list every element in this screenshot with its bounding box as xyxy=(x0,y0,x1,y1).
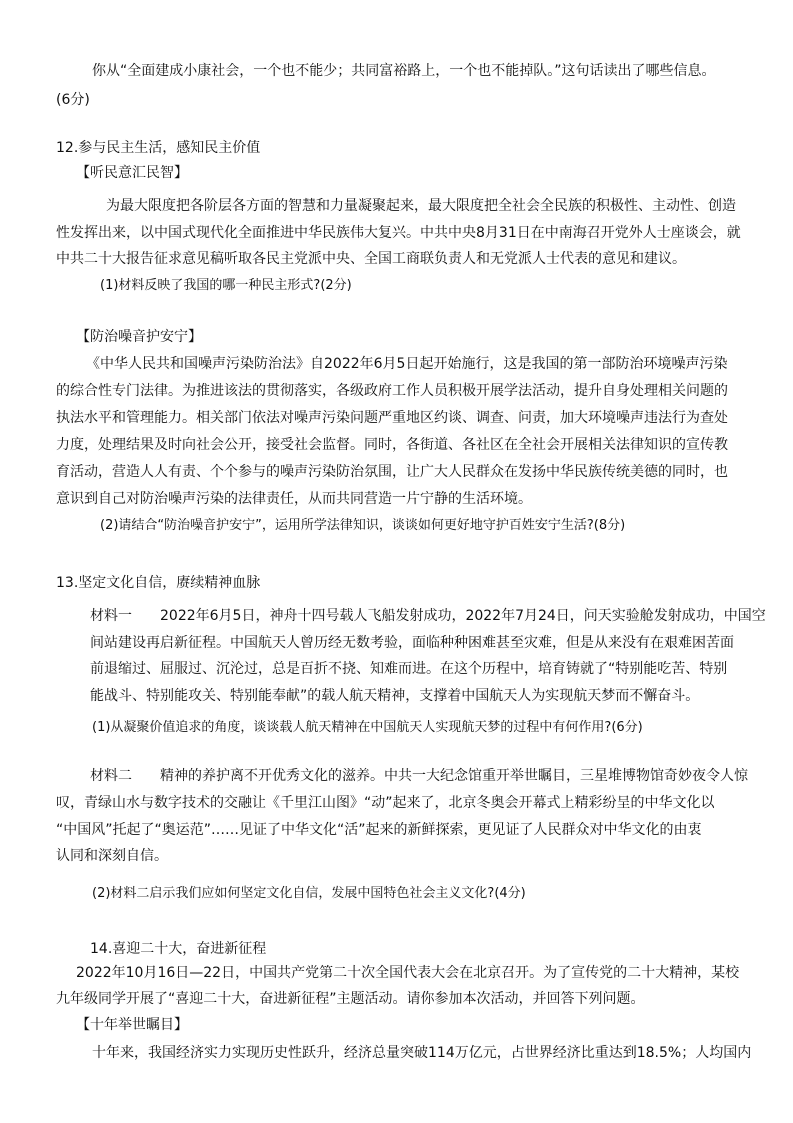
section-heading-decade: 【十年举世瞩目】 xyxy=(76,1017,188,1033)
paragraph-line: 性发挥出来，以中国式现代化全面推进中华民族伟大复兴。中共中央8月31日在中南海召开党外人士座谈会，就 xyxy=(56,225,741,241)
material-1-line: 前退缩过、屈服过、沉沦过，总是百折不挠、知难而进。在这个历程中，培育铸就了“特别能吃苦、特别 xyxy=(90,661,728,677)
question-11-score: (6分) xyxy=(56,92,90,108)
paragraph-line: 意识到自己对防治噪声污染的法律责任，从而共同营造一片宁静的生活环境。 xyxy=(56,491,532,507)
paragraph-line: 十年来，我国经济实力实现历史性跃升，经济总量突破114万亿元，占世界经济比重达到18.5%；人均国内 xyxy=(92,1045,752,1061)
question-14-heading: 14.喜迎二十大，奋进新征程 xyxy=(90,941,267,957)
paragraph-line: 执法水平和管理能力。相关部门依法对噪声污染问题严重地区约谈、调查、问责，加大环境噪声违法行为查处 xyxy=(56,410,728,426)
question-11-text: 你从“全面建成小康社会，一个也不能少；共同富裕路上，一个也不能掉队。”这句话读出了哪些信息。 xyxy=(92,63,716,79)
paragraph-line: 力度，处理结果及时向社会公开，接受社会监督。同时，各街道、各社区在全社会开展相关法律知识的宣传教 xyxy=(56,437,728,453)
paragraph-line: 为最大限度把各阶层各方面的智慧和力量凝聚起来，最大限度把全社会全民族的积极性、主动性、创造 xyxy=(106,198,736,214)
question-12-1: (1)材料反映了我国的哪一种民主形式?(2分) xyxy=(100,278,352,293)
material-2-line: 材料二 精神的养护离不开优秀文化的滋养。中共一大纪念馆重开举世瞩目，三星堆博物馆奇妙夜令人惊 xyxy=(90,768,748,784)
material-1-line: 间站建设再启新征程。中国航天人曾历经无数考验，面临种种困难甚至灾难，但是从来没有在艰难困苦面 xyxy=(90,635,734,651)
material-2-line: “中国风”托起了“奥运范”……见证了中华文化“活”起来的新鲜探索，更见证了人民群众对中华文化的由衷 xyxy=(56,822,702,838)
question-13-1: (1)从凝聚价值追求的角度，谈谈载人航天精神在中国航天人实现航天梦的过程中有何作用?(6分) xyxy=(92,720,643,735)
material-2-line: 认同和深刻自信。 xyxy=(56,848,168,864)
question-13-2: (2)材料二启示我们应如何坚定文化自信，发展中国特色社会主义文化?(4分) xyxy=(92,886,526,901)
paragraph-line: 《中华人民共和国噪声污染防治法》自2022年6月5日起开始施行，这是我国的第一部防治环境噪声污染 xyxy=(86,356,728,372)
paragraph-line: 的综合性专门法律。为推进该法的贯彻落实，各级政府工作人员积极开展学法活动，提升自身处理相关问题的 xyxy=(56,383,728,399)
paragraph-line: 育活动，营造人人有责、个个参与的噪声污染防治氛围，让广大人民群众在发扬中华民族传统美德的同时，也 xyxy=(56,464,728,480)
paragraph-line: 中共二十大报告征求意见稿听取各民主党派中央、全国工商联负责人和无党派人士代表的意见和建议。 xyxy=(56,251,686,267)
paragraph-line: 九年级同学开展了“喜迎二十大，奋进新征程”主题活动。请你参加本次活动，并回答下列问题。 xyxy=(56,991,645,1007)
question-12-heading: 12.参与民主生活，感知民主价值 xyxy=(56,140,261,156)
section-heading-noise: 【防治噪音护安宁】 xyxy=(76,329,202,345)
material-1-line: 材料一 2022年6月5日，神舟十四号载人飞船发射成功，2022年7月24日，问天实验舱发射成功，中国空 xyxy=(90,608,766,624)
question-12-2: (2)请结合“防治噪音护安宁”，运用所学法律知识，谈谈如何更好地守护百姓安宁生活?(8分) xyxy=(100,518,626,533)
material-2-line: 叹，青绿山水与数字技术的交融让《千里江山图》“动”起来了，北京冬奥会开幕式上精彩纷呈的中华文化以 xyxy=(56,795,715,811)
question-13-heading: 13.坚定文化自信，赓续精神血脉 xyxy=(56,575,261,591)
material-1-line: 能战斗、特别能攻关、特别能奉献”的载人航天精神，支撑着中国航天人为实现航天梦而不懈奋斗。 xyxy=(90,688,700,704)
section-heading-listen: 【听民意汇民智】 xyxy=(76,165,188,181)
paragraph-line: 2022年10月16日—22日，中国共产党第二十次全国代表大会在北京召开。为了宣传党的二十大精神，某校 xyxy=(76,965,740,981)
